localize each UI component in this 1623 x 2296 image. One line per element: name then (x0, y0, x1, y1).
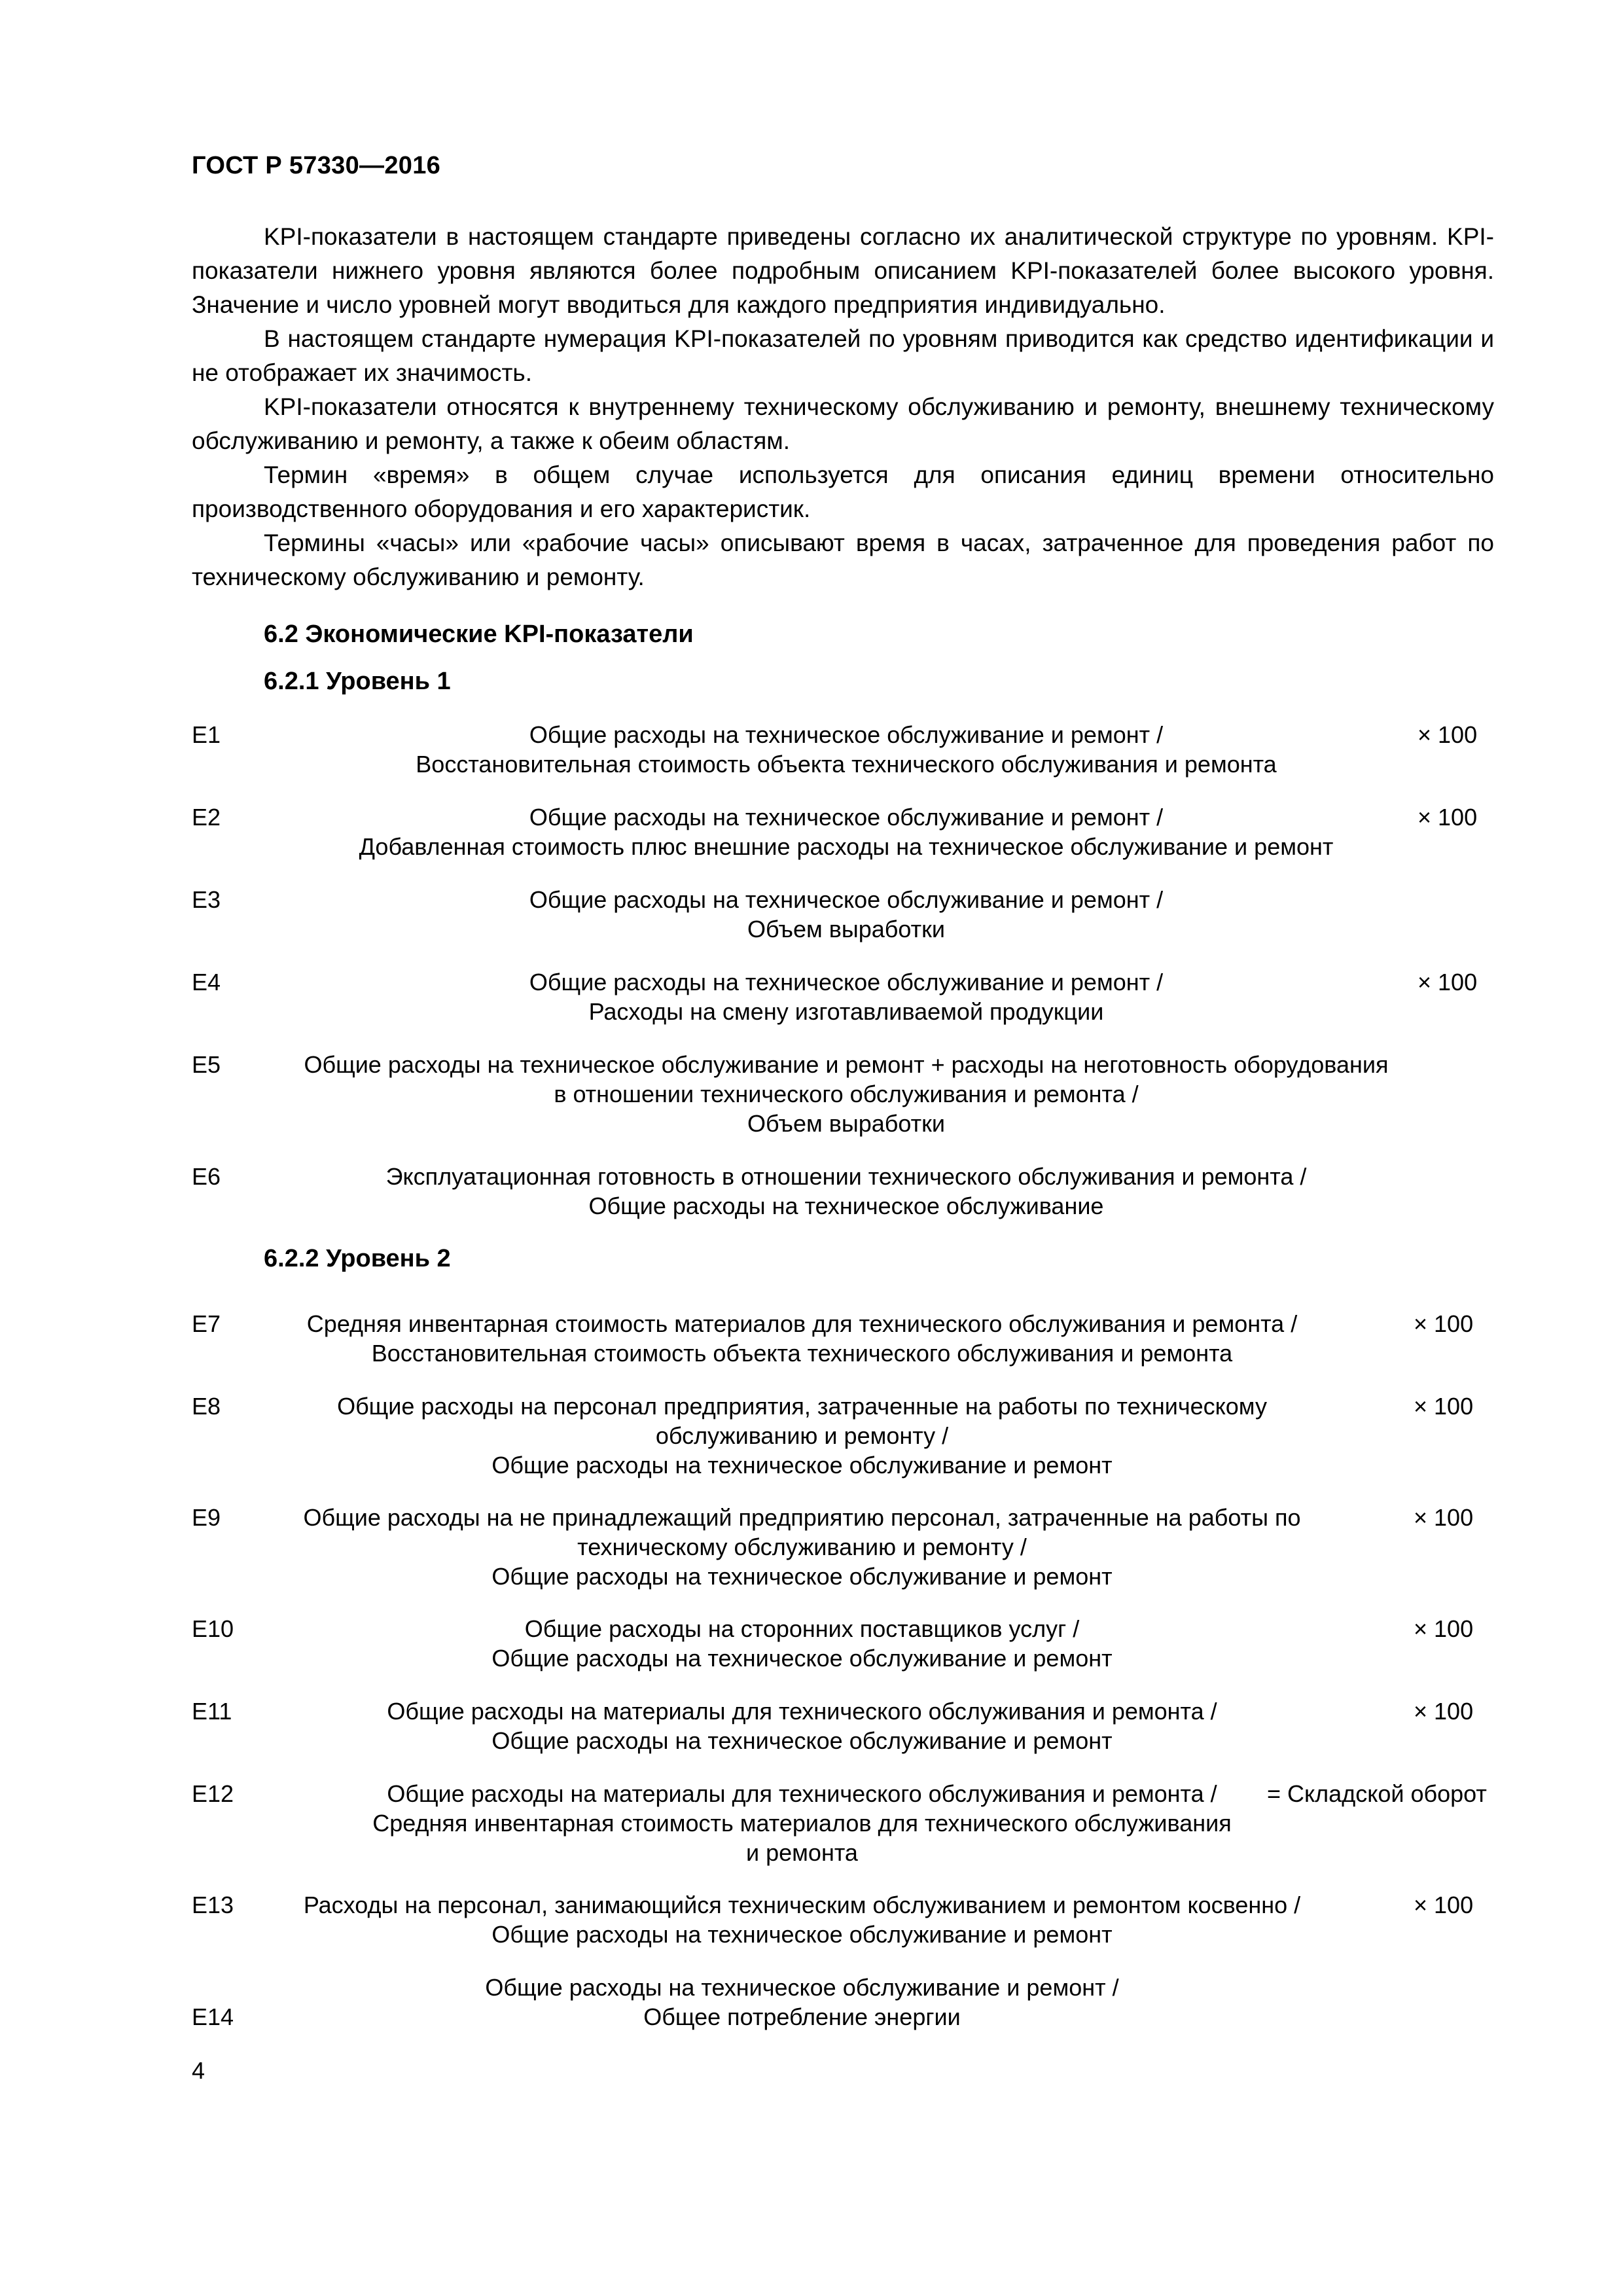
kpi-code: E13 (192, 1892, 234, 1918)
kpi-multiplier: × 100 (1414, 1698, 1474, 1725)
kpi-formula (296, 720, 1396, 779)
formula-line: Общие расходы на техническое обслуживание и ремонт / (529, 969, 1164, 996)
formula-line: Расходы на персонал, занимающийся техническим обслуживанием и ремонтом косвенно / (303, 1892, 1301, 1918)
level2-heading: 6.2.2 Уровень 2 (264, 1245, 451, 1272)
formula-line: Эксплуатационная готовность в отношении технического обслуживания и ремонта / (385, 1163, 1307, 1190)
document-header: ГОСТ Р 57330—2016 (192, 152, 441, 179)
kpi-formula (290, 1391, 1314, 1480)
kpi-code: E1 (192, 721, 221, 748)
formula-line: техническому обслуживанию и ремонту / (577, 1534, 1027, 1560)
formula-line: Общие расходы на техническое обслуживание и ремонт (491, 1645, 1113, 1672)
formula-line: Восстановительная стоимость объекта технического обслуживания и ремонта (371, 1340, 1233, 1367)
formula-line: Общие расходы на техническое обслуживание и ремонт / (529, 886, 1164, 913)
formula-line: Общие расходы на персонал предприятия, затраченные на работы по техническому (337, 1393, 1267, 1420)
formula-line: Восстановительная стоимость объекта технического обслуживания и ремонта (416, 751, 1277, 778)
kpi-formula (290, 1973, 1314, 2032)
kpi-multiplier: × 100 (1418, 969, 1478, 996)
kpi-formula (296, 885, 1396, 944)
kpi-formula (290, 1309, 1314, 1368)
kpi-code: E9 (192, 1504, 221, 1531)
level1-heading: 6.2.1 Уровень 1 (264, 668, 451, 695)
formula-line: Общие расходы на техническое обслуживание и ремонт (491, 1727, 1113, 1754)
formula-line: Общие расходы на техническое обслуживание и ремонт / (529, 721, 1164, 748)
formula-line: Общие расходы на техническое обслуживание и ремонт (491, 1452, 1113, 1479)
formula-line: Общее потребление энергии (643, 2003, 961, 2030)
formula-line: Добавленная стоимость плюс внешние расходы на техническое обслуживание и ремонт (359, 833, 1334, 860)
intro-text (192, 220, 1494, 594)
kpi-multiplier: × 100 (1414, 1393, 1474, 1420)
kpi-code: E7 (192, 1310, 221, 1337)
paragraph: KPI-показатели относятся к внутреннему техническому обслуживанию и ремонту, внешнему техническому обслуживанию и ремонту, а также к обеим областям. (192, 393, 1494, 454)
kpi-formula (290, 1779, 1314, 1867)
formula-line: Средняя инвентарная стоимость материалов для технического обслуживания (372, 1810, 1232, 1837)
kpi-formula (296, 967, 1396, 1026)
kpi-multiplier: × 100 (1418, 804, 1478, 831)
formula-line: Общие расходы на техническое обслуживание (588, 1193, 1104, 1219)
kpi-multiplier: × 100 (1414, 1310, 1474, 1337)
formula-line: обслуживанию и ремонту / (655, 1422, 949, 1449)
page-number: 4 (192, 2057, 205, 2084)
kpi-code: E10 (192, 1615, 234, 1642)
kpi-formula (296, 1050, 1396, 1138)
kpi-formula (296, 1162, 1396, 1221)
kpi-code: E4 (192, 969, 221, 996)
kpi-code: E12 (192, 1780, 234, 1807)
kpi-formula (296, 802, 1396, 861)
formula-line: в отношении технического обслуживания и ремонта / (554, 1081, 1139, 1107)
formula-line: Объем выработки (747, 916, 945, 942)
formula-line: Объем выработки (747, 1110, 945, 1137)
section-heading: 6.2 Экономические KPI-показатели (264, 620, 694, 648)
formula-line: Общие расходы на материалы для технического обслуживания и ремонта / (387, 1698, 1217, 1725)
kpi-code: E14 (192, 2003, 234, 2030)
kpi-code: E5 (192, 1051, 221, 1078)
formula-line: Общие расходы на не принадлежащий предприятию персонал, затраченные на работы по (303, 1504, 1301, 1531)
kpi-formula (290, 1890, 1314, 1949)
formula-line: Общие расходы на техническое обслуживание и ремонт / (485, 1974, 1119, 2001)
kpi-formula (290, 1696, 1314, 1755)
formula-line: Общие расходы на техническое обслуживание и ремонт / (529, 804, 1164, 831)
paragraph: Термины «часы» или «рабочие часы» описывают время в часах, затраченное для проведения работ по техническому обслуживанию и ремонту. (192, 529, 1494, 590)
kpi-multiplier: × 100 (1414, 1892, 1474, 1918)
formula-line: Общие расходы на техническое обслуживание и ремонт (491, 1921, 1113, 1948)
formula-line: и ремонта (746, 1839, 858, 1866)
kpi-formula (290, 1614, 1314, 1673)
paragraph: Термин «время» в общем случае используется для описания единиц времени относительно производственного оборудования и его характеристик. (192, 461, 1494, 522)
formula-line: Средняя инвентарная стоимость материалов для технического обслуживания и ремонта / (306, 1310, 1298, 1337)
paragraph: KPI-показатели в настоящем стандарте приведены согласно их аналитической структуре по уровням. KPI-показатели нижнего уровня являются более подробным описанием KPI-показателей более высокого уровня. Значение и число уровней могут вводиться для каждого предприятия индивидуально. (192, 223, 1494, 318)
formula-line: Общие расходы на сторонних поставщиков услуг / (524, 1615, 1080, 1642)
kpi-code: E3 (192, 886, 221, 913)
formula-line: Общие расходы на материалы для технического обслуживания и ремонта / (387, 1780, 1217, 1807)
kpi-code: E11 (192, 1698, 232, 1725)
kpi-multiplier: × 100 (1414, 1504, 1474, 1531)
kpi-multiplier: × 100 (1418, 721, 1478, 748)
kpi-multiplier: × 100 (1414, 1615, 1474, 1642)
kpi-code: E6 (192, 1163, 221, 1190)
paragraph: В настоящем стандарте нумерация KPI-показателей по уровням приводится как средство идентификации и не отображает их значимость. (192, 325, 1494, 386)
kpi-multiplier: = Складской оборот (1267, 1780, 1487, 1807)
kpi-code: E2 (192, 804, 221, 831)
formula-line: Общие расходы на техническое обслуживание и ремонт + расходы на неготовность оборудования (304, 1051, 1389, 1078)
kpi-code: E8 (192, 1393, 221, 1420)
formula-line: Расходы на смену изготавливаемой продукции (588, 998, 1104, 1025)
formula-line: Общие расходы на техническое обслуживание и ремонт (491, 1563, 1113, 1590)
kpi-formula (290, 1503, 1314, 1591)
